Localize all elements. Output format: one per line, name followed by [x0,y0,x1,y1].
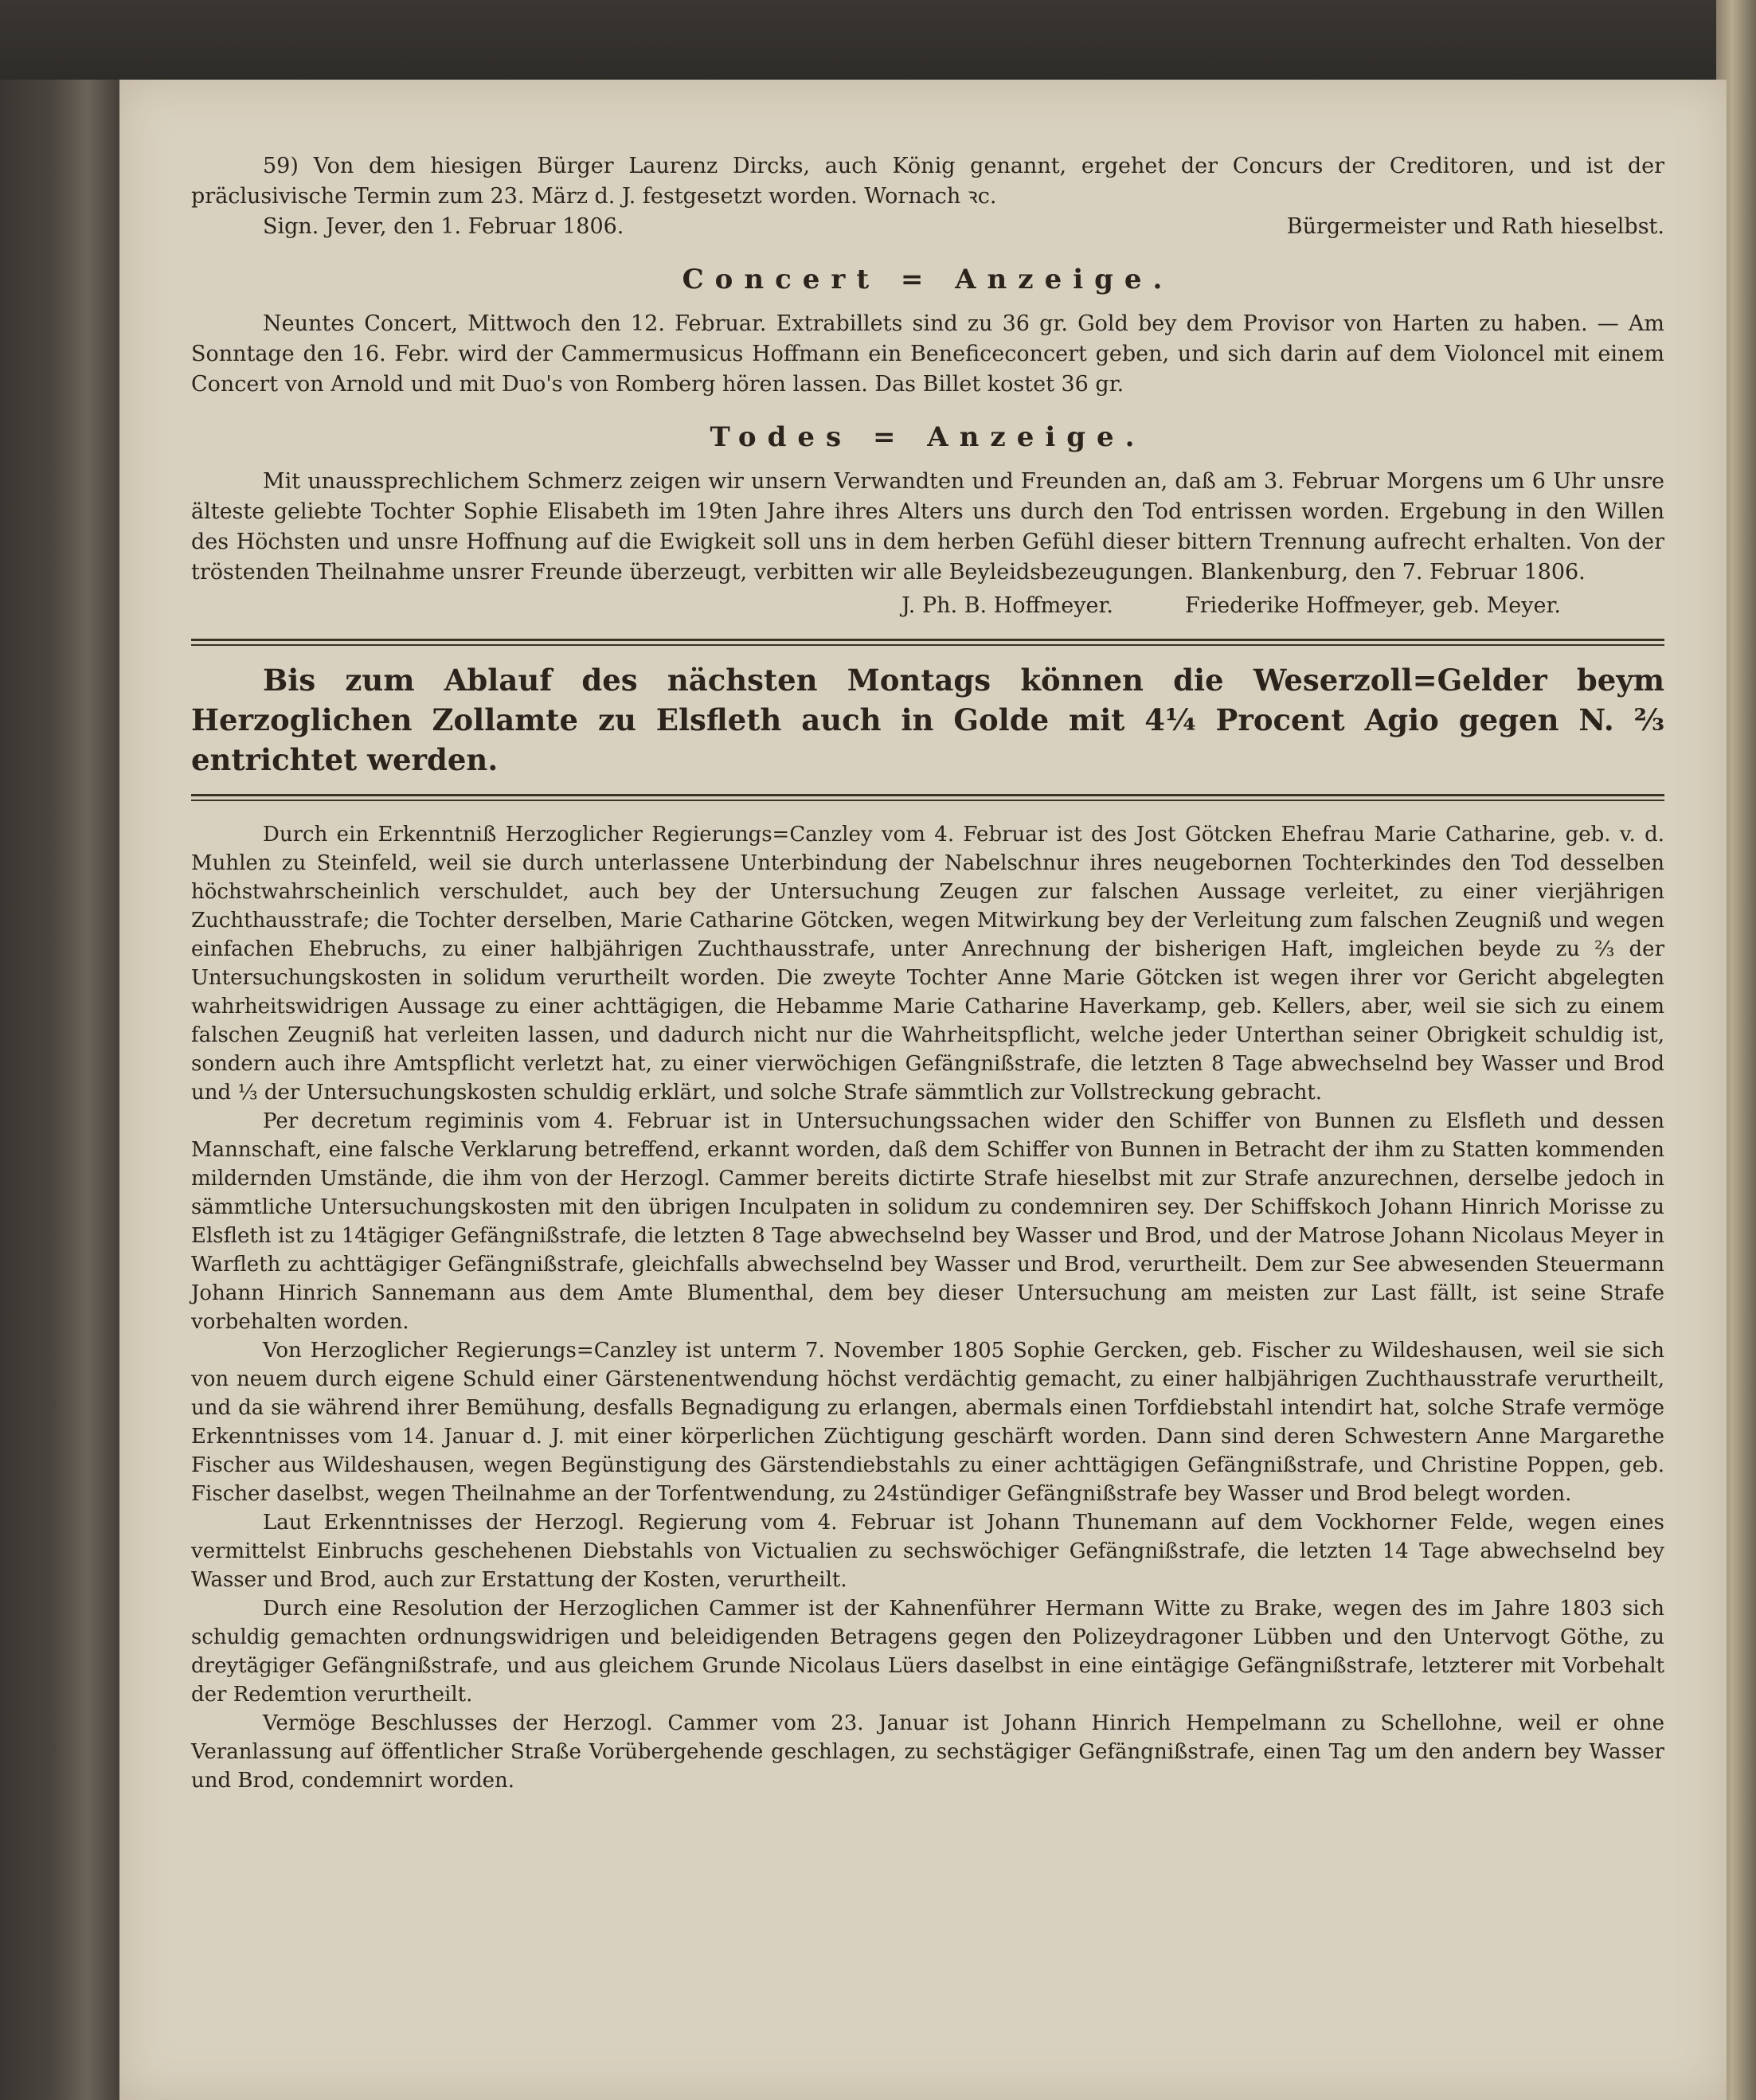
entry-59-sign-left: Sign. Jever, den 1. Februar 1806. [263,214,624,239]
court-paragraph-6: Vermöge Beschlusses der Herzogl. Cammer vom 23. Januar ist Johann Hinrich Hempelmann zu Schellohne, weil er ohne Veranlassung auf öffentlicher Straße Vorübergehende geschlagen, zu sechstägiger Gefängnißstrafe, einen Tag um den andern bey Wasser und Brod, condemnirt worden. [191,1711,1664,1793]
death-signers [191,591,1664,621]
death-heading: Todes = Anzeige. [710,421,1146,453]
concert-text: Neuntes Concert, Mittwoch den 12. Februar. Extrabillets sind zu 36 gr. Gold bey dem Provisor von Harten zu haben. — Am Sonntage den 16. Febr. wird der Cammermusicus Hoffmann ein Beneficeconcert geben, und sich darin auf dem Violoncel mit einem Concert von Arnold und mit Duo's von Romberg hören lassen. Das Billet kostet 36 gr. [191,311,1664,397]
entry-59-text: 59) Von dem hiesigen Bürger Laurenz Dircks, auch König genannt, ergehet der Concurs der Creditoren, und ist der präclusivische Termin zum 23. März d. J. festgesetzt worden. Wornach ꝛc. [191,154,1664,209]
divider-rule-top [191,639,1664,641]
divider-rule-bottom-thin [191,800,1664,801]
court-paragraph-5: Durch eine Resolution der Herzoglichen Cammer ist der Kahnenführer Hermann Witte zu Brake, wegen des im Jahre 1803 sich schuldig gemachten ordnungswidrigen und beleidigenden Betragens gegen den Polizeydragoner Lübben und den Untervogt Göthe, zu dreytägiger Gefängnißstrafe, und aus gleichem Grunde Nicolaus Lüers daselbst in eine eintägige Gefängnißstrafe, letzterer mit Vorbehalt der Redemtion verurtheilt. [191,1597,1664,1707]
divider-rule-top-thin [191,644,1664,646]
page-content [191,151,1664,1795]
death-signer-1: J. Ph. B. Hoffmeyer. [901,593,1114,618]
entry-59-signature [191,212,1664,242]
court-decisions [191,820,1664,1795]
death-signer-2: Friederike Hoffmeyer, geb. Meyer. [1185,593,1561,618]
scan-top-edge [0,0,1756,80]
court-paragraph-1: Durch ein Erkenntniß Herzoglicher Regierungs=Canzley vom 4. Februar ist des Jost Götcken Ehefrau Marie Catharine, geb. v. d. Muhlen zu Steinfeld, weil sie durch unterlassene Unterbindung der Nabelschnur ihres neugebornen Tochterkindes den Tod desselben höchstwahrscheinlich verschuldet, auch bey der Untersuchung Zeugen zur falschen Aussage verleitet, zu einer vierjährigen Zuchthausstrafe; die Tochter derselben, Marie Catharine Götcken, wegen Mitwirkung bey der Verleitung zum falschen Zeugniß und wegen einfachen Ehebruchs, zu einer halbjährigen Zuchthausstrafe, unter Anrechnung der bisherigen Haft, imgleichen beyde zu ⅔ der Untersuchungskosten in solidum verurtheilt worden. Die zweyte Tochter Anne Marie Götcken ist wegen ihrer vor Gericht abgelegten wahrheitswidrigen Aussage zu einer achttägigen, die Hebamme Marie Catharine Haverkamp, geb. Kellers, aber, weil sie sich zu einem falschen Zeugniß hat verleiten lassen, und dadurch nicht nur die Wahrheitspflicht, welche jeder Unterthan seiner Obrigkeit schuldig ist, sondern auch ihre Amtspflicht verletzt hat, zu einer vierwöchigen Gefängnißstrafe, die letzten 8 Tage abwechselnd bey Wasser und Brod und ⅓ der Untersuchungskosten schuldig erklärt, und solche Strafe sämmtlich zur Vollstreckung gebracht. [191,823,1664,1105]
court-paragraph-2: Per decretum regiminis vom 4. Februar ist in Untersuchungssachen wider den Schiffer von Bunnen zu Elsfleth und dessen Mannschaft, eine falsche Verklarung betreffend, erkannt worden, daß dem Schiffer von Bunnen in Betracht der ihm zu Statten kommenden mildernden Umstände, die ihm von der Herzogl. Cammer bereits dictirte Strafe hieselbst mit zur Strafe anzurechnen, derselbe jedoch in sämmtliche Untersuchungskosten mit den übrigen Inculpaten in solidum zu condemniren sey. Der Schiffskoch Johann Hinrich Morisse zu Elsfleth ist zu 14tägiger Gefängnißstrafe, die letzten 8 Tage abwechselnd bey Wasser und Brod, und der Matrose Johann Nicolaus Meyer in Warfleth zu achttägiger Gefängnißstrafe, gleichfalls abwechselnd bey Wasser und Brod, verurtheilt. Dem zur See abwesenden Steuermann Johann Hinrich Sannemann aus dem Amte Blumenthal, dem bey dieser Untersuchung am meisten zur Last fällt, ist seine Strafe vorbehalten worden. [191,1109,1664,1334]
court-paragraph-4: Laut Erkenntnisses der Herzogl. Regierung vom 4. Februar ist Johann Thunemann auf dem Vockhorner Felde, wegen eines vermittelst Einbruchs geschehenen Diebstahls von Victualien zu sechswöchiger Gefängnißstrafe, die letzten 14 Tage abwechselnd bey Wasser und Brod, auch zur Erstattung der Kosten, verurtheilt. [191,1511,1664,1592]
court-paragraph-3: Von Herzoglicher Regierungs=Canzley ist unterm 7. November 1805 Sophie Gercken, geb. Fischer zu Wildeshausen, weil sie sich von neuem durch eigene Schuld einer Gärstenentwendung höchst verdächtig gemacht, zu einer halbjährigen Zuchthausstrafe verurtheilt, und da sie während ihrer Bemühung, desfalls Begnadigung zu erlangen, abermals einen Torfdiebstahl intendirt hat, solche Strafe vermöge Erkenntnisses vom 14. Januar d. J. mit einer körperlichen Züchtigung geschärft worden. Dann sind deren Schwestern Anne Margarethe Fischer aus Wildeshausen, wegen Begünstigung des Gärstendiebstahls zu einer achttägigen Gefängnißstrafe, und Christine Poppen, geb. Fischer daselbst, wegen Theilnahme an der Torfentwendung, zu 24stündiger Gefängnißstrafe bey Wasser und Brod belegt worden. [191,1339,1664,1506]
entry-59-sign-right: Bürgermeister und Rath hieselbst. [1286,214,1664,239]
weserzoll-notice: Bis zum Ablauf des nächsten Montags können die Weserzoll=Gelder beym Herzoglichen Zollamte zu Elsfleth auch in Golde mit 4¼ Procent Agio gegen N. ⅔ entrichtet werden. [191,663,1664,777]
death-text: Mit unaussprechlichem Schmerz zeigen wir unsern Verwandten und Freunden an, daß am 3. Februar Morgens um 6 Uhr unsre älteste geliebte Tochter Sophie Elisabeth im 19ten Jahre ihres Alters uns durch den Tod entrissen worden. Ergebung in den Willen des Höchsten und unsre Hoffnung auf die Ewigkeit soll uns in dem herben Gefühl dieser bittern Trennung aufrecht erhalten. Von der tröstenden Theilnahme unsrer Freunde überzeugt, verbitten wir alle Beyleidsbezeugungen. Blankenburg, den 7. Februar 1806. [191,469,1664,585]
divider-rule-bottom [191,794,1664,796]
concert-heading: Concert = Anzeige. [682,264,1174,295]
